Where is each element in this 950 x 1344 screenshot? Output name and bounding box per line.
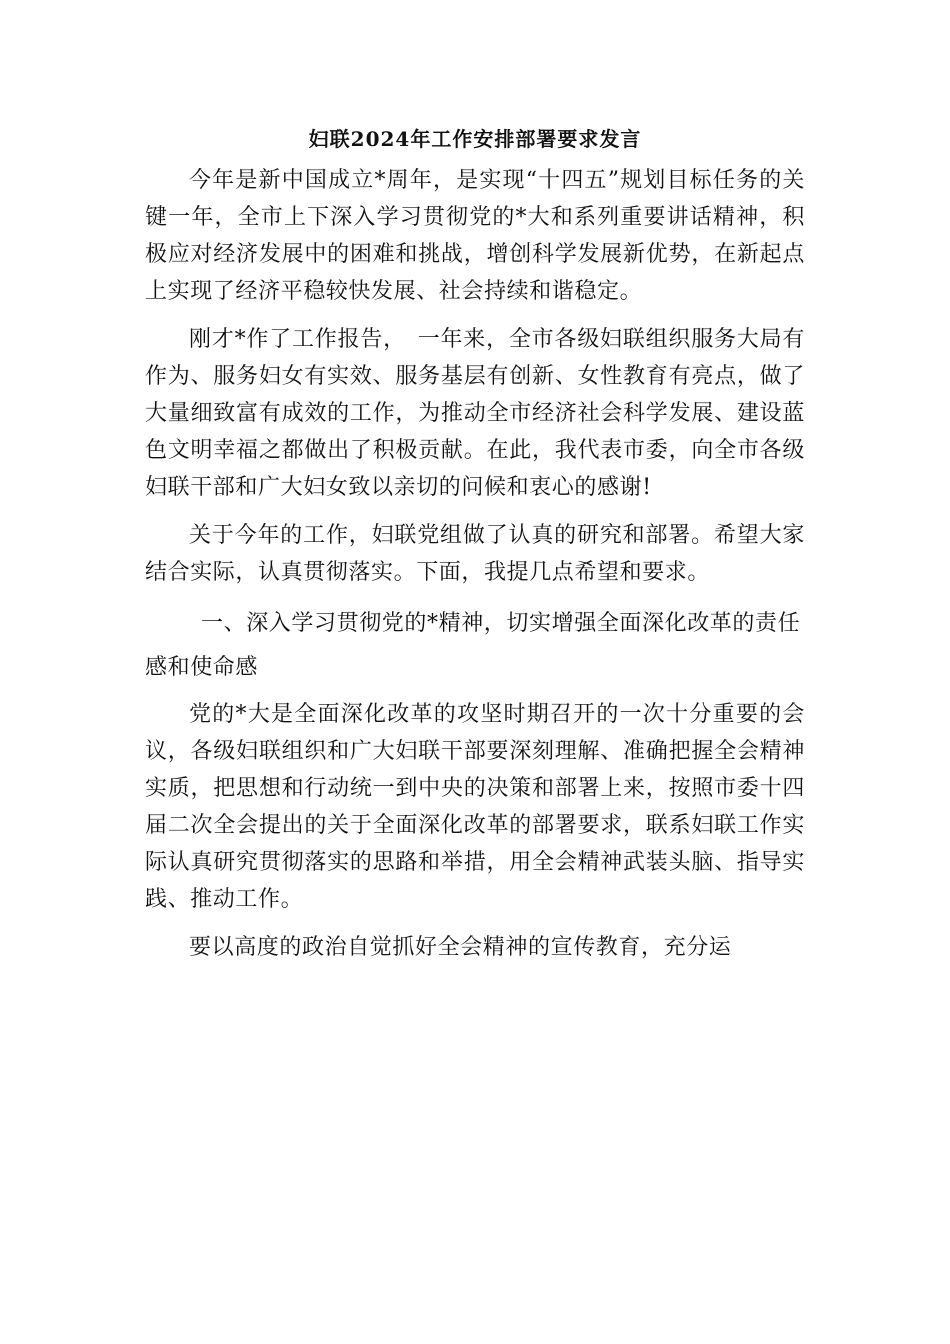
body-paragraph-1: 今年是新中国成立*周年，是实现“十四五”规划目标任务的关键一年，全市上下深入学习贯彻党的*大和系列重要讲话精神，积极应对经济发展中的困难和挑战，增创科学发展新优势，在新起点上实现了经济平稳较快发展、社会持续和谐稳定。 (145, 168, 805, 304)
document-title: 妇联2024年工作安排部署要求发言 (308, 127, 642, 151)
body-paragraph-3: 关于今年的工作，妇联党组做了认真的研究和部署。希望大家结合实际，认真贯彻落实。下面，我提几点希望和要求。 (145, 523, 805, 585)
section-paragraph-2: 要以高度的政治自觉抓好全会精神的宣传教育，充分运 (189, 935, 732, 960)
section-heading-1: 一、深入学习贯彻党的*精神，切实增强全面深化改革的责任感和使命感 (145, 611, 801, 680)
section-paragraph-1: 党的*大是全面深化改革的攻坚时期召开的一次十分重要的会议，各级妇联组织和广大妇联干部要深刻理解、准确把握全会精神实质，把思想和行动统一到中央的决策和部署上来，按照市委十四届二次全会提出的关于全面深化改革的部署要求，联系妇联工作实际认真研究贯彻落实的思路和举措，用全会精神武装头脑、指导实践、推动工作。 (145, 702, 805, 912)
body-paragraph-2: 刚才*作了工作报告， 一年来，全市各级妇联组织服务大局有作为、服务妇女有实效、服务基层有创新、女性教育有亮点，做了大量细致富有成效的工作，为推动全市经济社会科学发展、建设蓝色文明幸福之都做出了积极贡献。在此，我代表市委，向全市各级妇联干部和广大妇女致以亲切的问候和衷心的感谢! (145, 327, 805, 500)
document-page (145, 118, 805, 977)
